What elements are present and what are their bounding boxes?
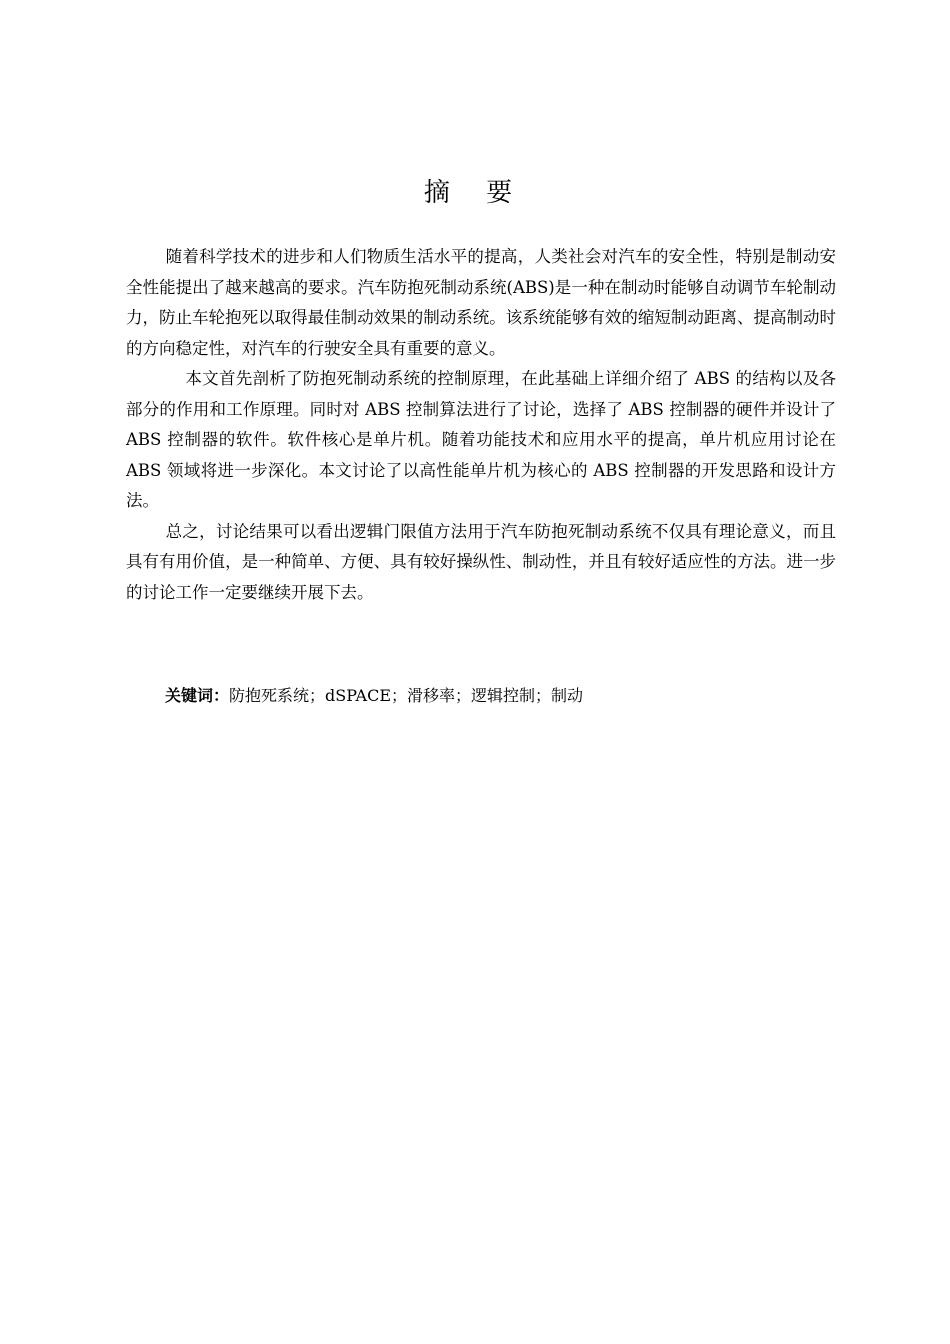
abstract-paragraph-2: 本文首先剖析了防抱死制动系统的控制原理，在此基础上详细介绍了 ABS 的结构以及各部分的作用和工作原理。同时对 ABS 控制算法进行了讨论，选择了 ABS 控制器的硬件并设计了 ABS 控制器的软件。软件核心是单片机。随着功能技术和应用水平的提高，单片机应用讨论在 ABS 领域将进一步深化。本文讨论了以高性能单片机为核心的 ABS 控制器的开发思路和设计方法。 [126,369,836,510]
keywords-line [165,681,845,711]
keywords-values: 防抱死系统；dSPACE；滑移率；逻辑控制；制动 [229,686,583,705]
keywords-label: 关键词： [165,686,230,705]
abstract-paragraph-1: 随着科学技术的进步和人们物质生活水平的提高，人类社会对汽车的安全性，特别是制动安全性能提出了越来越高的要求。汽车防抱死制动系统(ABS)是一种在制动时能够自动调节车轮制动力，防止车轮抱死以取得最佳制动效果的制动系统。该系统能够有效的缩短制动距离、提高制动时的方向稳定性，对汽车的行驶安全具有重要的意义。 [126,247,836,358]
abstract-body [126,242,836,608]
abstract-title: 摘 要 [423,178,527,208]
abstract-paragraph-3: 总之，讨论结果可以看出逻辑门限值方法用于汽车防抱死制动系统不仅具有理论意义，而且具有有用价值，是一种简单、方便、具有较好操纵性、制动性，并且有较好适应性的方法。进一步的讨论工作一定要继续开展下去。 [126,521,836,602]
